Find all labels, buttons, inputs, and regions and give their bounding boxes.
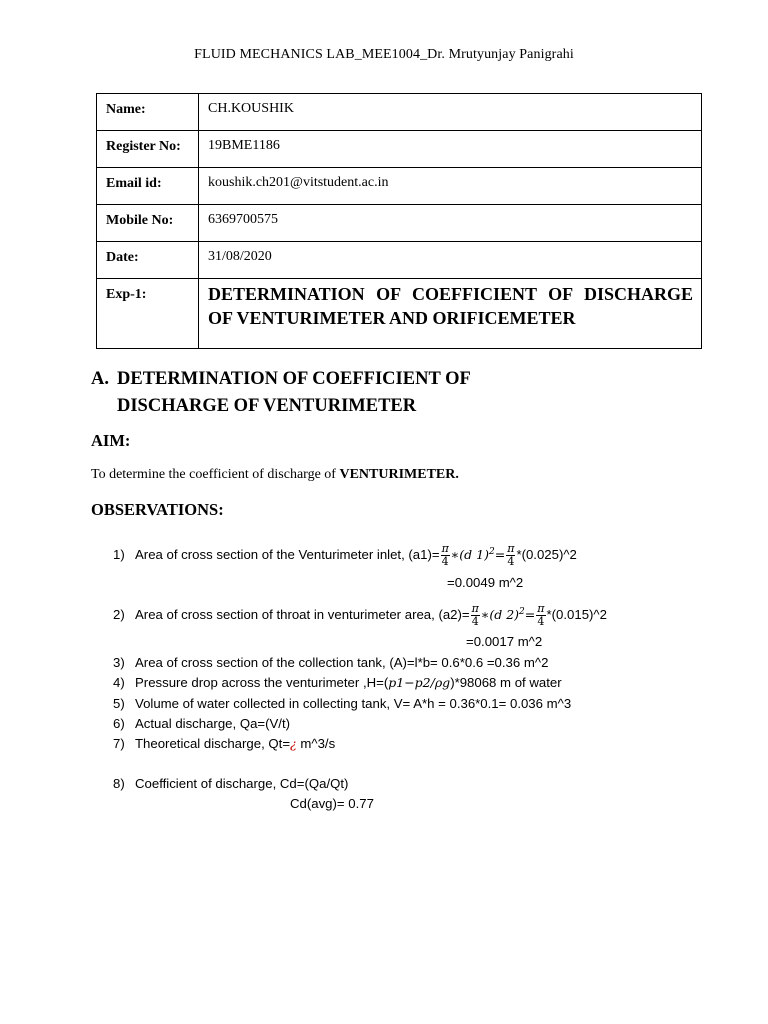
item-text: Pressure drop across the venturimeter ,H=( — [135, 675, 389, 690]
list-item — [113, 543, 577, 568]
exp-title: DETERMINATION OF COEFFICIENT OF DISCHARGE OF VENTURIMETER AND ORIFICEMETER — [208, 284, 693, 328]
register-value: 19BME1186 — [199, 131, 702, 168]
date-value: 31/08/2020 — [199, 242, 702, 279]
fraction-denominator: 4 — [471, 615, 479, 628]
section-title-line2: DISCHARGE OF VENTURIMETER — [117, 396, 417, 416]
list-item — [113, 716, 290, 731]
item-text: Volume of water collected in collecting tank, V= A*h = 0.36*0.1= 0.036 m^3 — [135, 696, 572, 711]
formula-open: ∗( — [450, 546, 465, 562]
fraction-denominator: 4 — [507, 555, 515, 568]
list-item — [113, 675, 562, 690]
formula-exponent: 2 — [519, 606, 525, 617]
table-row — [97, 242, 702, 279]
item-number: 7) — [113, 736, 125, 751]
item-number: 6) — [113, 716, 125, 731]
formula-tail: *(0.015)^2 — [546, 606, 607, 622]
section-number: A. — [91, 369, 109, 389]
fraction-denominator: 4 — [537, 615, 545, 628]
list-item — [113, 696, 571, 711]
section-title-line1: DETERMINATION OF COEFFICIENT OF — [117, 369, 471, 389]
fraction-numerator: π — [507, 542, 515, 555]
formula-close: ) — [514, 606, 520, 622]
formula-part — [481, 607, 535, 622]
formula-exponent: 2 — [489, 546, 495, 557]
formula-equals: = — [494, 546, 506, 562]
item-text-post: m^3/s — [296, 736, 336, 751]
item-text: Coefficient of discharge, Cd=(Qa/Qt) — [135, 776, 349, 791]
pi-over-4-fraction — [471, 603, 480, 628]
formula-part — [451, 547, 505, 562]
formula-var: d 2 — [494, 606, 515, 622]
aim-text-prefix: To determine the coefficient of discharge of — [91, 467, 340, 482]
formula-equals: = — [524, 606, 536, 622]
item-number: 3) — [113, 655, 125, 670]
aim-heading: AIM: — [91, 431, 131, 450]
observations-heading: OBSERVATIONS: — [91, 500, 224, 519]
name-label: Name: — [97, 94, 199, 131]
fraction-numerator: π — [537, 602, 545, 615]
table-row — [97, 131, 702, 168]
register-label: Register No: — [97, 131, 199, 168]
item-text: Actual discharge, Qa=(V/t) — [135, 716, 291, 731]
date-label: Date: — [97, 242, 199, 279]
name-value: CH.KOUSHIK — [199, 94, 702, 131]
item-result: =0.0049 m^2 — [447, 575, 524, 590]
item-text: Theoretical discharge, Qt= — [135, 736, 291, 751]
table-row — [97, 279, 702, 349]
table-row — [97, 94, 702, 131]
item-text-post: )*98068 m of water — [450, 675, 562, 690]
list-item — [113, 776, 348, 791]
item-text: Area of cross section of the collection tank, (A)=l*b= 0.6*0.6 =0.36 m^2 — [135, 655, 549, 670]
formula-tail: *(0.025)^2 — [516, 546, 577, 562]
page-header: FLUID MECHANICS LAB_MEE1004_Dr. Mrutyunjay Panigrahi — [194, 47, 574, 62]
item-number: 8) — [113, 776, 125, 791]
pi-over-4-fraction — [536, 603, 545, 628]
item-text: Area of cross section of throat in venturimeter area, (a2)= — [135, 606, 470, 622]
item-text: Area of cross section of the Venturimeter inlet, (a1)= — [135, 546, 440, 562]
table-row — [97, 168, 702, 205]
item-math: p1−p2/ρg — [388, 675, 451, 690]
item-red-glyph: ¿ — [290, 736, 297, 751]
email-label: Email id: — [97, 168, 199, 205]
student-info-table — [96, 93, 702, 349]
fraction-numerator: π — [471, 602, 479, 615]
list-item — [113, 736, 335, 751]
item-number: 2) — [113, 606, 125, 622]
fraction-denominator: 4 — [441, 555, 449, 568]
pi-over-4-fraction — [506, 543, 515, 568]
pi-over-4-fraction — [441, 543, 450, 568]
aim-text-bold: VENTURIMETER. — [339, 467, 459, 482]
section-title — [91, 366, 471, 420]
formula-var: d 1 — [464, 546, 485, 562]
fraction-numerator: π — [441, 542, 449, 555]
mobile-label: Mobile No: — [97, 205, 199, 242]
formula-open: ∗( — [480, 606, 495, 622]
email-value: koushik.ch201@vitstudent.ac.in — [199, 168, 702, 205]
item-number: 5) — [113, 696, 125, 711]
aim-text — [91, 467, 459, 483]
item-number: 4) — [113, 675, 125, 690]
list-item — [113, 603, 607, 628]
mobile-value: 6369700575 — [199, 205, 702, 242]
formula-close: ) — [484, 546, 489, 562]
exp-cell — [199, 279, 702, 349]
table-row — [97, 205, 702, 242]
list-item — [113, 655, 548, 670]
exp-label: Exp-1: — [97, 279, 199, 349]
item-result: Cd(avg)= 0.77 — [290, 796, 374, 811]
item-result: =0.0017 m^2 — [466, 634, 543, 649]
item-number: 1) — [113, 546, 125, 562]
